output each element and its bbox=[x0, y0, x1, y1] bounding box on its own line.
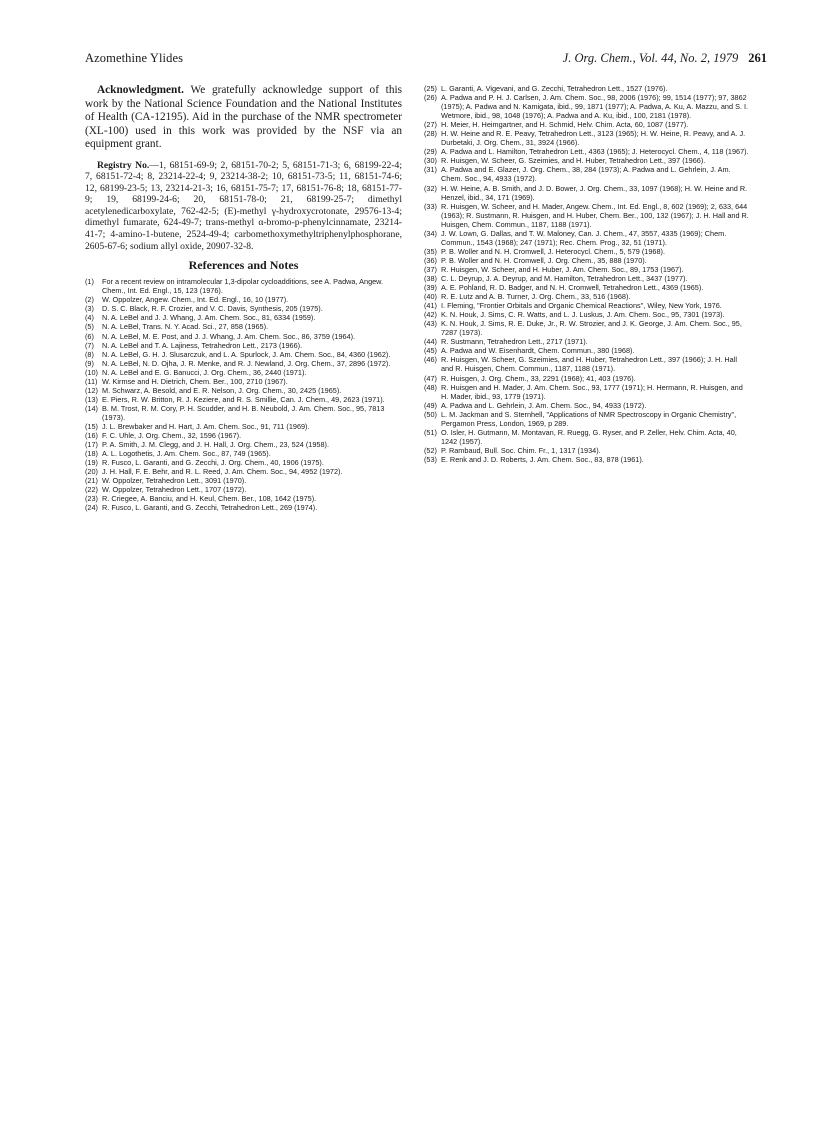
reference-number: (23) bbox=[85, 494, 98, 504]
running-head-title: Azomethine Ylides bbox=[85, 51, 184, 65]
reference-text: K. N. Houk, J. Sims, C. R. Watts, and L. J. Luskus, J. Am. Chem. Soc., 95, 7301 (1973). bbox=[441, 310, 725, 320]
reference-number: (3) bbox=[85, 304, 94, 314]
reference-number: (43) bbox=[424, 319, 437, 329]
reference-text: E. Renk and J. D. Roberts, J. Am. Chem. Soc., 83, 878 (1961). bbox=[441, 454, 644, 464]
reference-item bbox=[424, 401, 749, 410]
references-heading: References and Notes bbox=[188, 258, 299, 273]
reference-text: C. L. Deyrup, J. A. Deyrup, and M. Hamilton, Tetrahedron Lett., 3437 (1977). bbox=[441, 273, 688, 283]
reference-text: L. Garanti, A. Vigevani, and G. Zecchi, Tetrahedron Lett., 1527 (1976). bbox=[441, 84, 668, 93]
reference-item bbox=[424, 165, 749, 183]
reference-text: R. Huisgen, J. Org. Chem., 33, 2291 (1968); 41, 403 (1976). bbox=[441, 373, 636, 383]
reference-text: N. A. LeBel, N. D. Ojha, J. R. Menke, and R. J. Newland, J. Org. Chem., 37, 2896 (1972). bbox=[102, 358, 391, 368]
reference-item bbox=[424, 383, 749, 401]
reference-item bbox=[85, 277, 402, 295]
reference-item bbox=[424, 129, 749, 147]
reference-text: H. W. Heine, A. B. Smith, and J. D. Bower, J. Org. Chem., 33, 1097 (1968); H. W. Heine and R. Henzel, ibid., 34, 171 (1969). bbox=[441, 183, 748, 202]
reference-text: B. M. Trost, R. M. Cory, P. H. Scudder, and H. B. Neubold, J. Am. Chem. Soc., 95, 7813 (1973). bbox=[102, 403, 385, 422]
reference-item bbox=[85, 313, 402, 322]
reference-text: K. N. Houk, J. Sims, R. E. Duke, Jr., R. W. Strozier, and J. K. George, J. Am. Chem. Soc., 95, 7287 (1973). bbox=[441, 319, 742, 338]
reference-item bbox=[85, 304, 402, 313]
reference-text: N. A. LeBel, M. E. Post, and J. J. Whang, J. Am. Chem. Soc., 86, 3759 (1964). bbox=[102, 331, 356, 341]
reference-text: R. Fusco, L. Garanti, and G. Zecchi, Tetrahedron Lett., 269 (1974). bbox=[102, 503, 318, 513]
acknowledgment-text: We gratefully acknowledge support of this work by the National Science Foundation and the National Institutes of Health (CA-12195). Aid in the purchase of the NMR spectrometer (XL-100) used in this work was provided by the NSF via an equipment grant. bbox=[85, 84, 402, 150]
reference-text: N. A. LeBel and E. G. Banucci, J. Org. Chem., 36, 2440 (1971). bbox=[102, 367, 307, 377]
reference-text: W. Oppolzer, Tetrahedron Lett., 3091 (1970). bbox=[102, 476, 247, 486]
reference-number: (1) bbox=[85, 277, 94, 287]
reference-text: P. Rambaud, Bull. Soc. Chim. Fr., 1, 1317 (1934). bbox=[441, 445, 601, 455]
reference-item bbox=[85, 332, 402, 341]
reference-number: (39) bbox=[424, 283, 437, 293]
reference-number: (52) bbox=[424, 445, 437, 455]
reference-number: (2) bbox=[85, 295, 94, 305]
reference-text: H. Meier, H. Heimgartner, and H. Schmid, Helv. Chim. Acta, 60, 1087 (1977). bbox=[441, 120, 689, 130]
reference-number: (32) bbox=[424, 183, 437, 193]
reference-number: (28) bbox=[424, 129, 437, 139]
reference-number: (13) bbox=[85, 394, 98, 404]
reference-text: W. Oppolzer, Angew. Chem., Int. Ed. Engl., 16, 10 (1977). bbox=[102, 295, 289, 305]
reference-text: L. M. Jackman and S. Sternhell, "Applications of NMR Spectroscopy in Organic Chemistry", Pergamon Press, London, 1969, p 289. bbox=[441, 409, 737, 428]
reference-item bbox=[424, 446, 749, 455]
reference-item bbox=[85, 431, 402, 440]
reference-number: (45) bbox=[424, 346, 437, 356]
reference-number: (19) bbox=[85, 458, 98, 468]
left-column bbox=[85, 84, 402, 512]
reference-text: J. W. Lown, G. Dallas, and T. W. Maloney, Can. J. Chem., 47, 3557, 4335 (1969); Chem. Commun., 1543 (1968); 247 (1971); Rec. Chem. Prog., 32, 51 (1971). bbox=[441, 228, 727, 247]
reference-number: (30) bbox=[424, 156, 437, 166]
reference-item bbox=[424, 229, 749, 247]
reference-text: R. Huisgen, W. Scheer, and H. Huber, J. Am. Chem. Soc., 89, 1753 (1967). bbox=[441, 264, 684, 274]
reference-number: (5) bbox=[85, 322, 94, 332]
reference-number: (10) bbox=[85, 367, 98, 377]
reference-text: R. Sustmann, Tetrahedron Lett., 2717 (1971). bbox=[441, 337, 588, 347]
right-column bbox=[424, 84, 749, 464]
reference-number: (41) bbox=[424, 301, 437, 311]
reference-number: (36) bbox=[424, 255, 437, 265]
reference-text: W. Kirmse and H. Dietrich, Chem. Ber., 100, 2710 (1967). bbox=[102, 376, 288, 386]
reference-item bbox=[424, 301, 749, 310]
reference-text: A. Padwa and P. H. J. Carlsen, J. Am. Chem. Soc., 98, 2006 (1976); 99, 1514 (1977); 97, 3862 (1975); A. Padwa and N. Kamigata, ibid., 99, 1871 (1977); A. Padwa, A. Ku, A. Mazzu, and S. I. Wetmore, ibid., 98, 1048 (1976); A. Padwa and A. Ku, ibid., 100, 2181 (1978). bbox=[441, 93, 749, 121]
reference-number: (16) bbox=[85, 431, 98, 441]
reference-item bbox=[85, 341, 402, 350]
references-list-right bbox=[424, 84, 749, 464]
reference-item bbox=[424, 292, 749, 301]
references-list-left bbox=[85, 277, 402, 512]
reference-text: For a recent review on intramolecular 1,3-dipolar cycloadditions, see A. Padwa, Angew. Chem., Int. Ed. Engl., 15, 123 (1976). bbox=[102, 277, 384, 296]
reference-item bbox=[85, 485, 402, 494]
reference-item bbox=[424, 156, 749, 165]
page-number: 261 bbox=[748, 51, 767, 65]
reference-number: (50) bbox=[424, 409, 437, 419]
reference-text: I. Fleming, "Frontier Orbitals and Organic Chemical Reactions", Wiley, New York, 1976. bbox=[441, 301, 722, 311]
reference-item bbox=[85, 377, 402, 386]
reference-number: (12) bbox=[85, 385, 98, 395]
reference-item bbox=[85, 467, 402, 476]
reference-item bbox=[424, 410, 749, 428]
reference-item bbox=[424, 337, 749, 346]
reference-text: F. C. Uhle, J. Org. Chem., 32, 1596 (1967). bbox=[102, 431, 242, 441]
reference-item bbox=[424, 274, 749, 283]
reference-number: (17) bbox=[85, 440, 98, 450]
reference-item bbox=[424, 84, 749, 93]
reference-item bbox=[85, 295, 402, 304]
reference-item bbox=[85, 359, 402, 368]
reference-text: R. Huisgen, W. Scheer, G. Szeimies, and H. Huber, Tetrahedron Lett., 397 (1966); J. H. Hall and R. Huisgen, Chem. Commun., 1187, 1188 (1971). bbox=[441, 355, 737, 374]
reference-text: E. Piers, R. W. Britton, R. J. Keziere, and R. S. Smillie, Can. J. Chem., 49, 2623 (1971). bbox=[102, 394, 385, 404]
reference-number: (33) bbox=[424, 201, 437, 211]
reference-item bbox=[424, 120, 749, 129]
reference-number: (53) bbox=[424, 454, 437, 464]
reference-number: (11) bbox=[85, 376, 98, 386]
reference-number: (34) bbox=[424, 228, 437, 238]
reference-text: P. B. Woller and N. H. Cromwell, J. Heterocycl. Chem., 5, 579 (1968). bbox=[441, 246, 665, 256]
registry-text: —1, 68151-69-9; 2, 68151-70-2; 5, 68151-71-3; 6, 68199-22-4; 7, 68151-72-4; 8, 23214-22-4; 9, 23214-38-2; 10, 68151-73-5; 11, 68151-74-6; 12, 68199-23-5; 13, 23214-21-3; 16, 68151-75-7; 17, 68151-76-8; 18, 68151-77-9; 19, 68199-24-6; 20, 68151-78-0; 21, 68199-25-7; dimethyl acetylenedicarboxylate, 762-42-5; (E)-methyl γ-hydroxycrotonate, 29576-13-4; dimethyl fumarate, 624-49-7; trans-methyl α-bromo-p-phenylcinnamate, 23214-41-7; 4-amino-1-butene, 2524-49-4; carbomethoxymethyltriphenylphosphorane, 2605-67-6; sodium allyl oxide, 20907-32-8. bbox=[85, 159, 402, 252]
reference-number: (27) bbox=[424, 120, 437, 130]
reference-text: R. E. Lutz and A. B. Turner, J. Org. Chem., 33, 516 (1968). bbox=[441, 292, 631, 302]
reference-number: (51) bbox=[424, 427, 437, 437]
reference-item bbox=[85, 476, 402, 485]
reference-number: (47) bbox=[424, 373, 437, 383]
reference-item bbox=[424, 428, 749, 446]
reference-text: A. Padwa and L. Hamilton, Tetrahedron Lett., 4363 (1965); J. Heterocycl. Chem., 4, 118 (1967). bbox=[441, 147, 749, 157]
reference-number: (8) bbox=[85, 349, 94, 359]
reference-number: (15) bbox=[85, 422, 98, 431]
reference-text: R. Huisgen, W. Scheer, and H. Mader, Angew. Chem., Int. Ed. Engl., 8, 602 (1969); 2, 633, 644 (1963); R. Sustmann, R. Huisgen, and H. Huber, Chem. Ber., 100, 132 (1967); J. H. Hall and R. Huisgen, Chem. Commun., 1187, 1188 (1971). bbox=[441, 201, 749, 229]
registry-lead: Registry No. bbox=[97, 159, 150, 171]
reference-number: (4) bbox=[85, 313, 94, 323]
reference-number: (22) bbox=[85, 485, 98, 495]
reference-number: (29) bbox=[424, 147, 437, 157]
reference-number: (35) bbox=[424, 246, 437, 256]
reference-item bbox=[85, 440, 402, 449]
reference-text: P. A. Smith, J. M. Clegg, and J. H. Hall, J. Org. Chem., 23, 524 (1958). bbox=[102, 440, 329, 450]
reference-item bbox=[85, 395, 402, 404]
reference-item bbox=[424, 147, 749, 156]
reference-text: R. Huisgen, W. Scheer, G. Szeimies, and H. Huber, Tetrahedron Lett., 397 (1966). bbox=[441, 156, 706, 166]
reference-item bbox=[424, 374, 749, 383]
reference-item bbox=[424, 202, 749, 229]
reference-item bbox=[424, 283, 749, 292]
reference-number: (9) bbox=[85, 358, 94, 368]
reference-text: N. A. LeBel, G. H. J. Slusarczuk, and L. A. Spurlock, J. Am. Chem. Soc., 84, 4360 (1962). bbox=[102, 349, 391, 359]
reference-item bbox=[85, 449, 402, 458]
reference-item bbox=[424, 310, 749, 319]
reference-item bbox=[85, 404, 402, 422]
reference-item bbox=[424, 346, 749, 355]
reference-text: A. Padwa and L. Gehrlein, J. Am. Chem. Soc., 94, 4933 (1972). bbox=[441, 400, 647, 410]
reference-item bbox=[85, 386, 402, 395]
reference-number: (18) bbox=[85, 449, 98, 459]
reference-number: (49) bbox=[424, 400, 437, 410]
reference-text: O. Isler, H. Gutmann, M. Montavan, R. Ruegg, G. Ryser, and P. Zeller, Helv. Chim. Acta, 40, 1242 (1957). bbox=[441, 427, 737, 446]
reference-number: (26) bbox=[424, 93, 437, 103]
reference-item bbox=[424, 184, 749, 202]
reference-number: (42) bbox=[424, 310, 437, 320]
reference-item bbox=[424, 256, 749, 265]
reference-item bbox=[424, 265, 749, 274]
reference-text: A. Padwa and W. Eisenhardt, Chem. Commun., 380 (1968). bbox=[441, 346, 635, 356]
reference-number: (21) bbox=[85, 476, 98, 486]
reference-text: R. Criegee, A. Banciu, and H. Keul, Chem. Ber., 108, 1642 (1975). bbox=[102, 494, 317, 504]
journal-citation: J. Org. Chem., Vol. 44, No. 2, 1979 bbox=[562, 51, 739, 65]
registry-paragraph bbox=[85, 160, 402, 253]
reference-number: (46) bbox=[424, 355, 437, 365]
acknowledgment-paragraph bbox=[85, 84, 402, 152]
reference-text: D. S. C. Black, R. F. Crozier, and V. C. Davis, Synthesis, 205 (1975). bbox=[102, 304, 323, 314]
reference-text: N. A. LeBel and J. J. Whang, J. Am. Chem. Soc., 81, 6334 (1959). bbox=[102, 313, 316, 323]
running-head-journal bbox=[563, 51, 767, 66]
reference-number: (37) bbox=[424, 264, 437, 274]
reference-number: (7) bbox=[85, 340, 94, 350]
reference-item bbox=[85, 368, 402, 377]
reference-number: (31) bbox=[424, 165, 437, 175]
reference-text: R. Huisgen and H. Mader, J. Am. Chem. Soc., 93, 1777 (1971); H. Hermann, R. Huisgen, and H. Mader, ibid., 93, 1779 (1971). bbox=[441, 382, 743, 401]
reference-item bbox=[85, 422, 402, 431]
reference-text: R. Fusco, L. Garanti, and G. Zecchi, J. Org. Chem., 40, 1906 (1975). bbox=[102, 458, 324, 468]
reference-text: W. Oppolzer, Tetrahedron Lett., 1707 (1972). bbox=[102, 485, 247, 495]
reference-number: (6) bbox=[85, 331, 94, 341]
reference-item bbox=[85, 350, 402, 359]
reference-number: (20) bbox=[85, 467, 98, 477]
reference-number: (48) bbox=[424, 382, 437, 392]
reference-item bbox=[85, 458, 402, 467]
reference-item bbox=[424, 355, 749, 373]
reference-item bbox=[424, 93, 749, 120]
reference-item bbox=[85, 494, 402, 503]
reference-text: A. E. Pohland, R. D. Badger, and N. H. Cromwell, Tetrahedron Lett., 4369 (1965). bbox=[441, 283, 704, 293]
reference-item bbox=[424, 455, 749, 464]
reference-text: J. H. Hall, F. E. Behr, and R. L. Reed, J. Am. Chem. Soc., 94, 4952 (1972). bbox=[102, 467, 343, 477]
reference-text: A. Padwa and E. Glazer, J. Org. Chem., 38, 284 (1973); A. Padwa and L. Gehrlein, J. Am. Chem. Soc., 94, 4933 (1972). bbox=[441, 165, 731, 184]
reference-number: (44) bbox=[424, 337, 437, 347]
reference-number: (14) bbox=[85, 403, 98, 413]
reference-text: A. L. Logothetis, J. Am. Chem. Soc., 87, 749 (1965). bbox=[102, 449, 271, 459]
reference-item bbox=[85, 503, 402, 512]
reference-text: N. A. LeBel, Trans. N. Y. Acad. Sci., 27, 858 (1965). bbox=[102, 322, 269, 332]
reference-text: N. A. LeBel and T. A. Lajiness, Tetrahedron Lett., 2173 (1966). bbox=[102, 340, 303, 350]
reference-text: M. Schwarz, A. Besold, and E. R. Nelson, J. Org. Chem., 30, 2425 (1965). bbox=[102, 385, 342, 395]
reference-text: P. B. Woller and N. H. Cromwell, J. Org. Chem., 35, 888 (1970). bbox=[441, 255, 647, 265]
reference-item bbox=[424, 247, 749, 256]
reference-number: (25) bbox=[424, 84, 437, 93]
reference-item bbox=[424, 319, 749, 337]
reference-text: J. L. Brewbaker and H. Hart, J. Am. Chem. Soc., 91, 711 (1969). bbox=[102, 422, 310, 431]
reference-number: (24) bbox=[85, 503, 98, 513]
reference-number: (40) bbox=[424, 292, 437, 302]
reference-text: H. W. Heine and R. E. Peavy, Tetrahedron Lett., 3123 (1965); H. W. Heine, R. Peavy, and A. J. Durbetaki, J. Org. Chem., 31, 3924 (1966). bbox=[441, 129, 746, 148]
acknowledgment-lead: Acknowledgment. bbox=[97, 84, 184, 96]
reference-number: (38) bbox=[424, 273, 437, 283]
reference-item bbox=[85, 322, 402, 331]
